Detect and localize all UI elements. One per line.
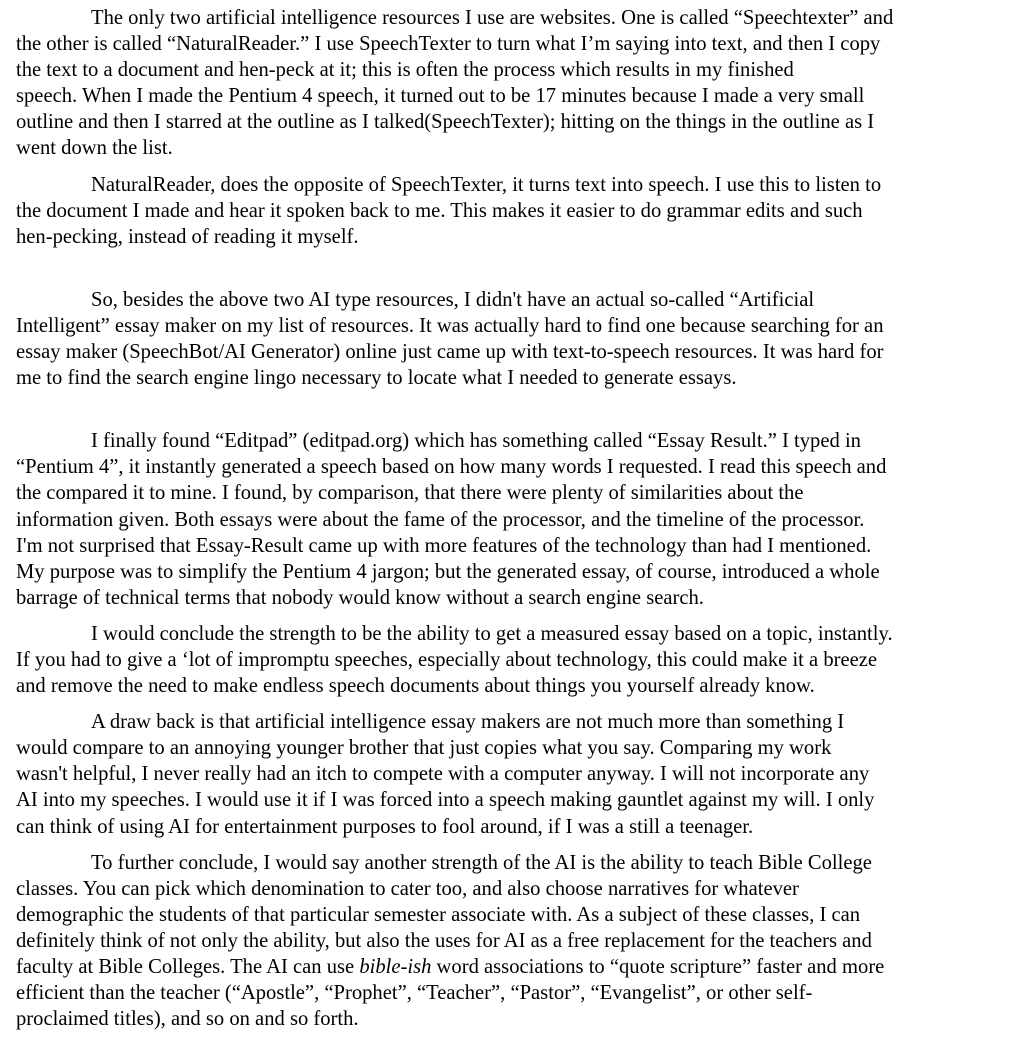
text-line: classes. You can pick which denomination to cater too, and also choose narratives for whatever	[16, 877, 799, 900]
text-line: A draw back is that artificial intelligence essay makers are not much more than something I	[91, 711, 845, 734]
text-line: If you had to give a ‘lot of impromptu speeches, especially about technology, this could make it a breeze	[16, 648, 878, 671]
text-line: speech. When I made the Pentium 4 speech, it turned out to be 17 minutes because I made a very small	[16, 85, 865, 108]
text-line: demographic the students of that particular semester associate with. As a subject of these classes, I can	[16, 903, 861, 926]
text-line: The only two artificial intelligence resources I use are websites. One is called “Speechtexter” and	[91, 7, 894, 29]
text-line: went down the list.	[16, 137, 173, 160]
paragraph-4	[16, 428, 987, 611]
text-line: definitely think of not only the ability, but also the uses for AI as a free replacement for the teachers and	[16, 929, 872, 952]
text-line: the document I made and hear it spoken back to me. This makes it easier to do grammar edits and such	[16, 199, 863, 222]
text-line: the text to a document and hen-peck at it; this is often the process which results in my finished	[16, 59, 794, 82]
text-line: efficient than the teacher (“Apostle”, “Prophet”, “Teacher”, “Pastor”, “Evangelist”, or other self-	[16, 982, 813, 1005]
paragraph-6	[16, 709, 987, 839]
text-line: barrage of technical terms that nobody would know without a search engine search.	[16, 586, 704, 609]
text-line: I finally found “Editpad” (editpad.org) which has something called “Essay Result.” I typed in	[91, 430, 861, 453]
text-line: information given. Both essays were about the fame of the processor, and the timeline of the processor.	[16, 508, 865, 531]
text-line: me to find the search engine lingo necessary to locate what I needed to generate essays.	[16, 367, 737, 390]
text-line: I'm not surprised that Essay-Result came up with more features of the technology than had I mentioned.	[16, 534, 872, 557]
text-line-end: word associations to “quote scripture” faster and more	[431, 956, 885, 978]
text-line: proclaimed titles), and so on and so forth.	[16, 1008, 359, 1031]
text-line: wasn't helpful, I never really had an itch to compete with a computer anyway. I will not incorporate any	[16, 763, 870, 786]
text-line: outline and then I starred at the outline as I talked(SpeechTexter); hitting on the things in the outline as I	[16, 111, 875, 134]
text-line: My purpose was to simplify the Pentium 4 jargon; but the generated essay, of course, introduced a whole	[16, 560, 880, 583]
text-line: hen-pecking, instead of reading it myself.	[16, 225, 359, 248]
italic-term: bible-ish	[359, 956, 432, 978]
text-line: Intelligent” essay maker on my list of resources. It was actually hard to find one because searching for an	[16, 314, 884, 337]
text-line: “Pentium 4”, it instantly generated a speech based on how many words I requested. I read this speech and	[16, 456, 887, 479]
paragraph-5	[16, 621, 987, 699]
text-line: the compared it to mine. I found, by comparison, that there were plenty of similarities about the	[16, 482, 804, 505]
text-line: can think of using AI for entertainment purposes to fool around, if I was a still a teenager.	[16, 815, 754, 838]
text-line-start: faculty at Bible Colleges. The AI can use	[16, 956, 360, 978]
text-line: AI into my speeches. I would use it if I was forced into a speech making gauntlet against my will. I only	[16, 789, 875, 812]
text-line: NaturalReader, does the opposite of SpeechTexter, it turns text into speech. I use this to listen to	[91, 173, 882, 196]
text-line: So, besides the above two AI type resources, I didn't have an actual so-called “Artificial	[91, 288, 815, 311]
text-line: the other is called “NaturalReader.” I use SpeechTexter to turn what I’m saying into text, and then I copy	[16, 33, 881, 56]
text-line: I would conclude the strength to be the ability to get a measured essay based on a topic, instantly.	[91, 622, 893, 645]
text-line: essay maker (SpeechBot/AI Generator) online just came up with text-to-speech resources. It was hard for	[16, 341, 884, 364]
paragraph-7	[16, 850, 987, 1033]
text-line: To further conclude, I would say another strength of the AI is the ability to teach Bible College	[91, 851, 872, 874]
paragraph-2	[16, 172, 987, 250]
paragraph-1	[16, 5, 987, 162]
text-line: would compare to an annoying younger brother that just copies what you say. Comparing my work	[16, 737, 832, 760]
paragraph-3	[16, 287, 987, 391]
text-line: and remove the need to make endless speech documents about things you yourself already know.	[16, 675, 815, 698]
